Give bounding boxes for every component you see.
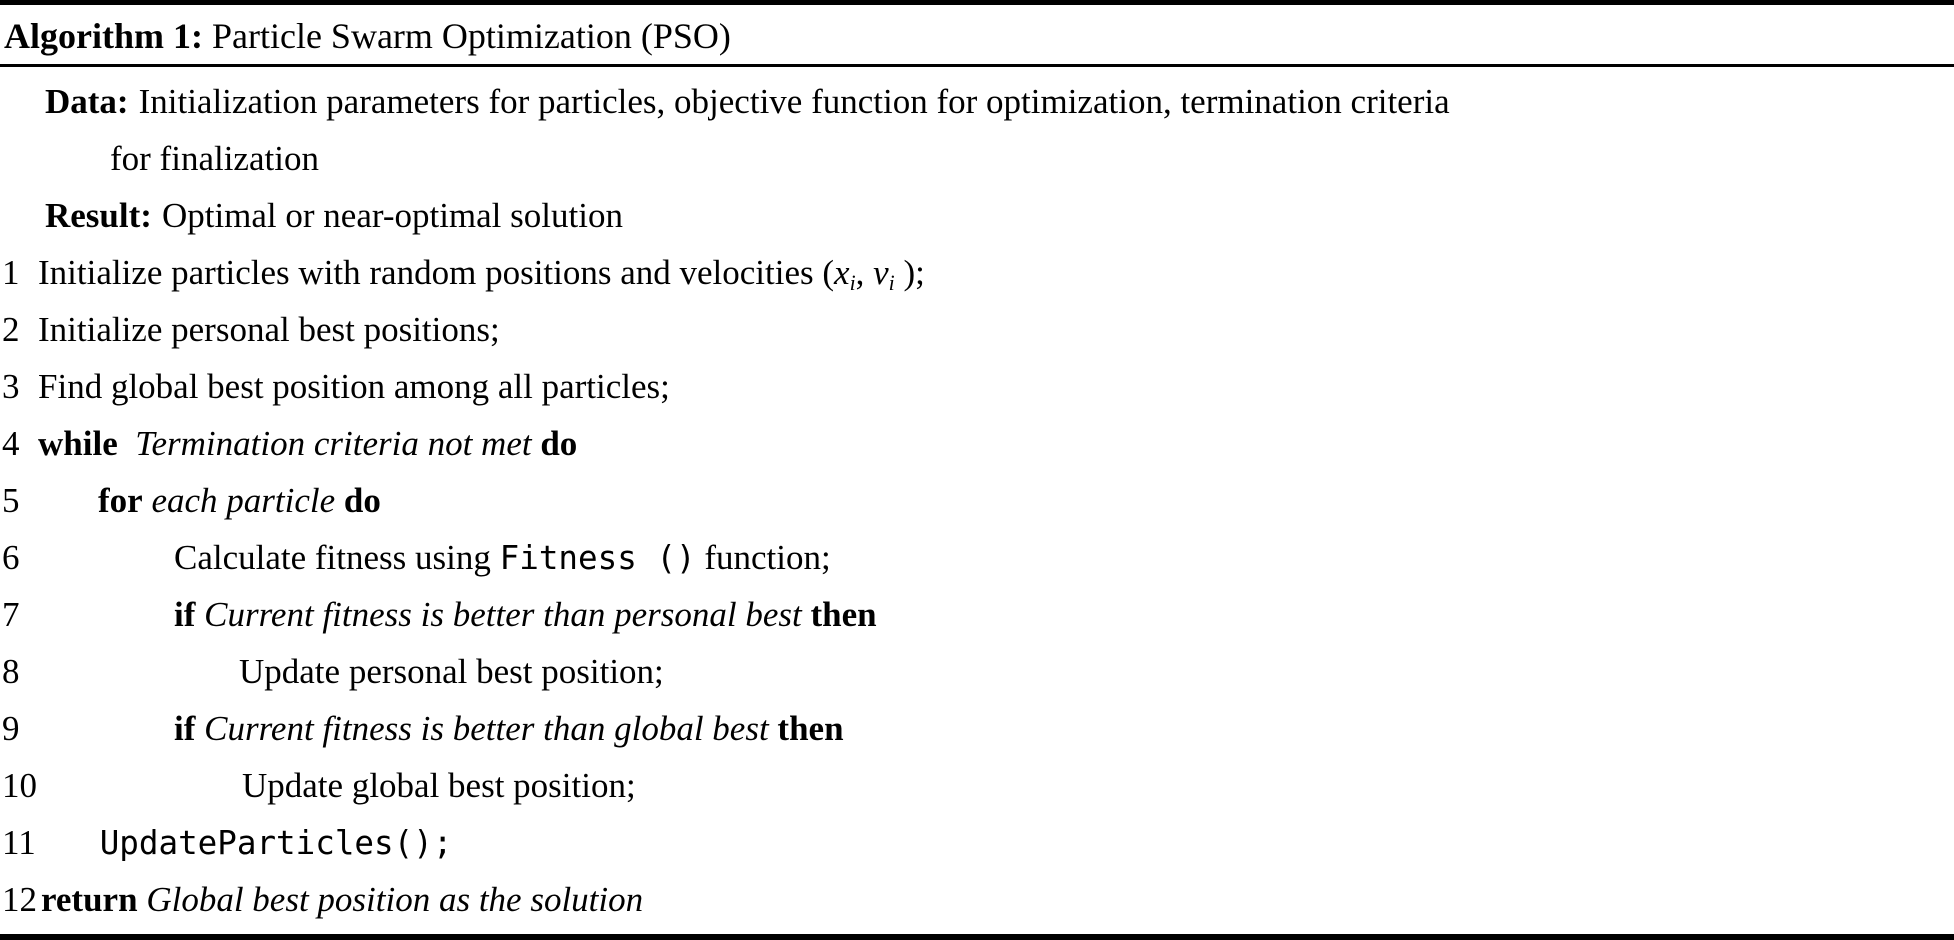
line-body <box>34 586 877 643</box>
algo-line-9 <box>0 700 1954 757</box>
line-number: 9 <box>2 709 20 748</box>
text-segment: Global best position as the solution <box>146 880 644 919</box>
line-body <box>34 643 664 700</box>
line-number: 2 <box>2 310 20 349</box>
line-number: 1 <box>2 253 20 292</box>
line-body <box>34 472 381 529</box>
line-number: 12 <box>2 880 37 919</box>
text-segment: Calculate fitness using <box>174 538 500 577</box>
algo-line-6 <box>0 529 1954 586</box>
text-segment: return <box>41 880 138 919</box>
line-body <box>36 814 453 871</box>
line-number: 3 <box>2 367 20 406</box>
text-segment: x <box>834 253 850 292</box>
algo-line-5 <box>0 472 1954 529</box>
text-segment: Find global best position among all particles; <box>38 367 670 406</box>
algorithm-title <box>0 5 1954 67</box>
text-segment: do <box>540 424 578 463</box>
text-segment: v <box>873 253 889 292</box>
text-segment <box>195 595 204 634</box>
line-body <box>34 700 844 757</box>
result-label: Result: <box>45 196 152 235</box>
title-spacer <box>203 16 212 56</box>
line-body <box>34 358 670 415</box>
text-segment: Fitness () <box>499 539 696 577</box>
text-segment: Initialize particles with random positions and velocities ( <box>38 253 835 292</box>
line-body <box>34 244 925 301</box>
text-segment: UpdateParticles(); <box>99 824 453 862</box>
algorithm-title-text: Particle Swarm Optimization (PSO) <box>211 16 731 56</box>
text-segment: Termination criteria not met <box>135 424 532 463</box>
text-segment: if <box>174 595 196 634</box>
text-segment <box>195 709 204 748</box>
algo-line-3 <box>0 358 1954 415</box>
text-segment: if <box>174 709 196 748</box>
data-text: Initialization parameters for particles, objective function for optimization, termination criteria <box>138 82 1450 121</box>
line-body <box>34 529 831 586</box>
data-label: Data: <box>45 82 129 121</box>
text-segment: do <box>343 481 381 520</box>
result-text: Optimal or near-optimal solution <box>161 196 623 235</box>
text-segment: Update global best position; <box>242 766 636 805</box>
line-body <box>37 871 643 928</box>
algorithm-body <box>0 67 1954 928</box>
text-segment: i <box>849 271 856 296</box>
data-line-continuation: for finalization <box>110 139 319 178</box>
algo-line-11 <box>0 814 1954 871</box>
algorithm-label: Algorithm 1: <box>4 16 203 56</box>
algo-line-8 <box>0 643 1954 700</box>
algo-line-4 <box>0 415 1954 472</box>
line-number: 8 <box>2 652 20 691</box>
algo-line-7 <box>0 586 1954 643</box>
text-segment: function; <box>695 538 831 577</box>
text-segment: Update personal best position; <box>239 652 664 691</box>
line-body <box>34 415 577 472</box>
text-segment: ); <box>894 253 925 292</box>
line-body <box>37 757 636 814</box>
meta-section <box>0 73 1954 244</box>
text-segment: Initialize personal best positions; <box>38 310 500 349</box>
line-number: 7 <box>2 595 20 634</box>
text-segment: then <box>777 709 844 748</box>
data-line <box>45 73 1954 130</box>
text-segment: then <box>810 595 877 634</box>
text-segment: Current fitness is better than personal best <box>204 595 802 634</box>
text-segment: , <box>855 253 874 292</box>
algo-line-12 <box>0 871 1954 928</box>
text-segment <box>335 481 344 520</box>
line-number: 10 <box>2 766 37 805</box>
algo-line-2 <box>0 301 1954 358</box>
text-segment: i <box>888 271 895 296</box>
text-segment: Current fitness is better than global best <box>204 709 769 748</box>
text-segment <box>118 424 136 463</box>
text-segment: each particle <box>151 481 336 520</box>
line-number: 11 <box>2 823 36 862</box>
line-number: 6 <box>2 538 20 577</box>
text-segment: while <box>38 424 118 463</box>
line-body <box>34 301 500 358</box>
algo-line-1 <box>0 244 1954 301</box>
text-segment: for <box>98 481 143 520</box>
algorithm-lines <box>0 244 1954 928</box>
algo-line-10 <box>0 757 1954 814</box>
text-segment <box>138 880 147 919</box>
line-number: 5 <box>2 481 20 520</box>
result-line <box>45 187 1954 244</box>
line-number: 4 <box>2 424 20 463</box>
